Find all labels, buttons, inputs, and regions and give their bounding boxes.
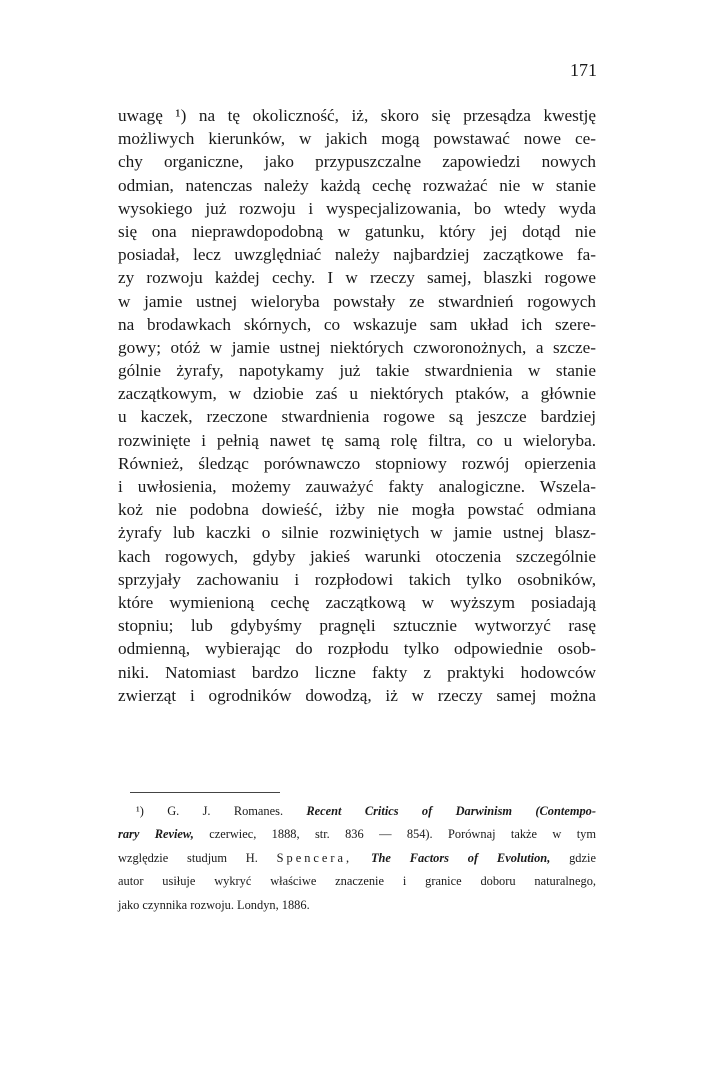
footnote-marker: ¹) <box>136 804 144 818</box>
text-line: stopniu; lub gdybyśmy pragnęli sztucznie wytworzyć rasę <box>118 616 596 636</box>
text-line: uwagę ¹) na tę okoliczność, iż, skoro się przesądza kwestję <box>118 106 596 125</box>
page-number: 171 <box>570 60 597 80</box>
footnote-author: Spencera, <box>276 850 353 865</box>
footnote-line: względzie studjum H. Spencera, The Factors of Evolution, gdzie <box>118 850 596 865</box>
text-line: żyrafy lub kaczki o silnie rozwiniętych w jamie ustnej blasz- <box>118 523 596 543</box>
footnote-title: The Factors of Evolution, <box>370 850 551 865</box>
footnote-line: autor usiłuje wykryć właściwe znaczenie i granice doboru naturalnego, <box>118 874 596 889</box>
text-line: w jamie ustnej wieloryba powstały ze stwardnień rogowych <box>118 291 596 311</box>
footnote-line: ¹) G. J. Romanes. Recent Critics of Darwinism (Contempo- <box>136 804 596 818</box>
footnote-line: jako czynnika rozwoju. Londyn, 1886. <box>118 897 310 912</box>
text-line: rozwinięte i pełnią nawet tę samą rolę filtra, co u wieloryba. <box>118 430 596 450</box>
text-line: się ona nieprawdopodobną w gatunku, który jej dotąd nie <box>118 221 596 241</box>
footnote-divider <box>130 792 280 793</box>
text-line: gólnie żyrafy, napotykamy już takie stwardnienia w stanie <box>118 361 596 381</box>
text-line: odmienną, wybierając do rozpłodu tylko odpowiednie osob- <box>118 639 596 659</box>
body-text <box>118 104 596 707</box>
text-line: zwierząt i ogrodników dowodzą, iż w rzeczy samej można <box>118 685 596 705</box>
text-line: na brodawkach skórnych, co wskazuje sam układ ich szere- <box>118 314 596 334</box>
text-line: niki. Natomiast bardzo liczne fakty z praktyki hodowców <box>118 662 596 682</box>
text-line: możliwych kierunków, w jakich mogą powstawać nowe ce- <box>118 129 596 149</box>
text-line: gowy; otóż w jamie ustnej niektórych czworonożnych, a szcze- <box>118 337 596 357</box>
text-line: zaczątkowym, w dziobie zaś u niektórych ptaków, a głównie <box>118 384 596 404</box>
text-line: chy organiczne, jako przypuszczalne zapowiedzi nowych <box>118 152 596 172</box>
text-line: odmian, natenczas należy każdą cechę rozważać nie w stanie <box>118 175 596 195</box>
text-line: kach rogowych, gdyby jakieś warunki otoczenia szczególnie <box>118 546 596 566</box>
text-line: koż nie podobna dowieść, iżby nie mogła powstać odmiana <box>118 500 596 520</box>
footnote <box>118 800 596 917</box>
footnote-line: rary Review, czerwiec, 1888, str. 836 — 854). Porównaj także w tym <box>118 827 596 842</box>
footnote-title: Recent Critics of Darwinism <box>306 804 513 818</box>
text-line: posiadał, lecz uwzględniać należy najbardziej zaczątkowe fa- <box>118 245 596 265</box>
text-line: sprzyjały zachowaniu i rozpłodowi takich tylko osobników, <box>118 569 596 589</box>
text-line: wysokiego już rozwoju i wyspecjalizowania, bo wtedy wyda <box>118 198 596 218</box>
text-line: które wymienioną cechę zaczątkową w wyższym posiadają <box>118 592 596 612</box>
text-line: u kaczek, rzeczone stwardnienia rogowe są jeszcze bardziej <box>118 407 596 427</box>
text-line: Również, śledząc porównawczo stopniowy rozwój opierzenia <box>118 453 596 473</box>
text-line: zy rozwoju każdej cechy. I w rzeczy samej, blaszki rogowe <box>118 268 596 288</box>
text-line: i uwłosienia, możemy zauważyć fakty analogiczne. Wszela- <box>118 477 596 496</box>
